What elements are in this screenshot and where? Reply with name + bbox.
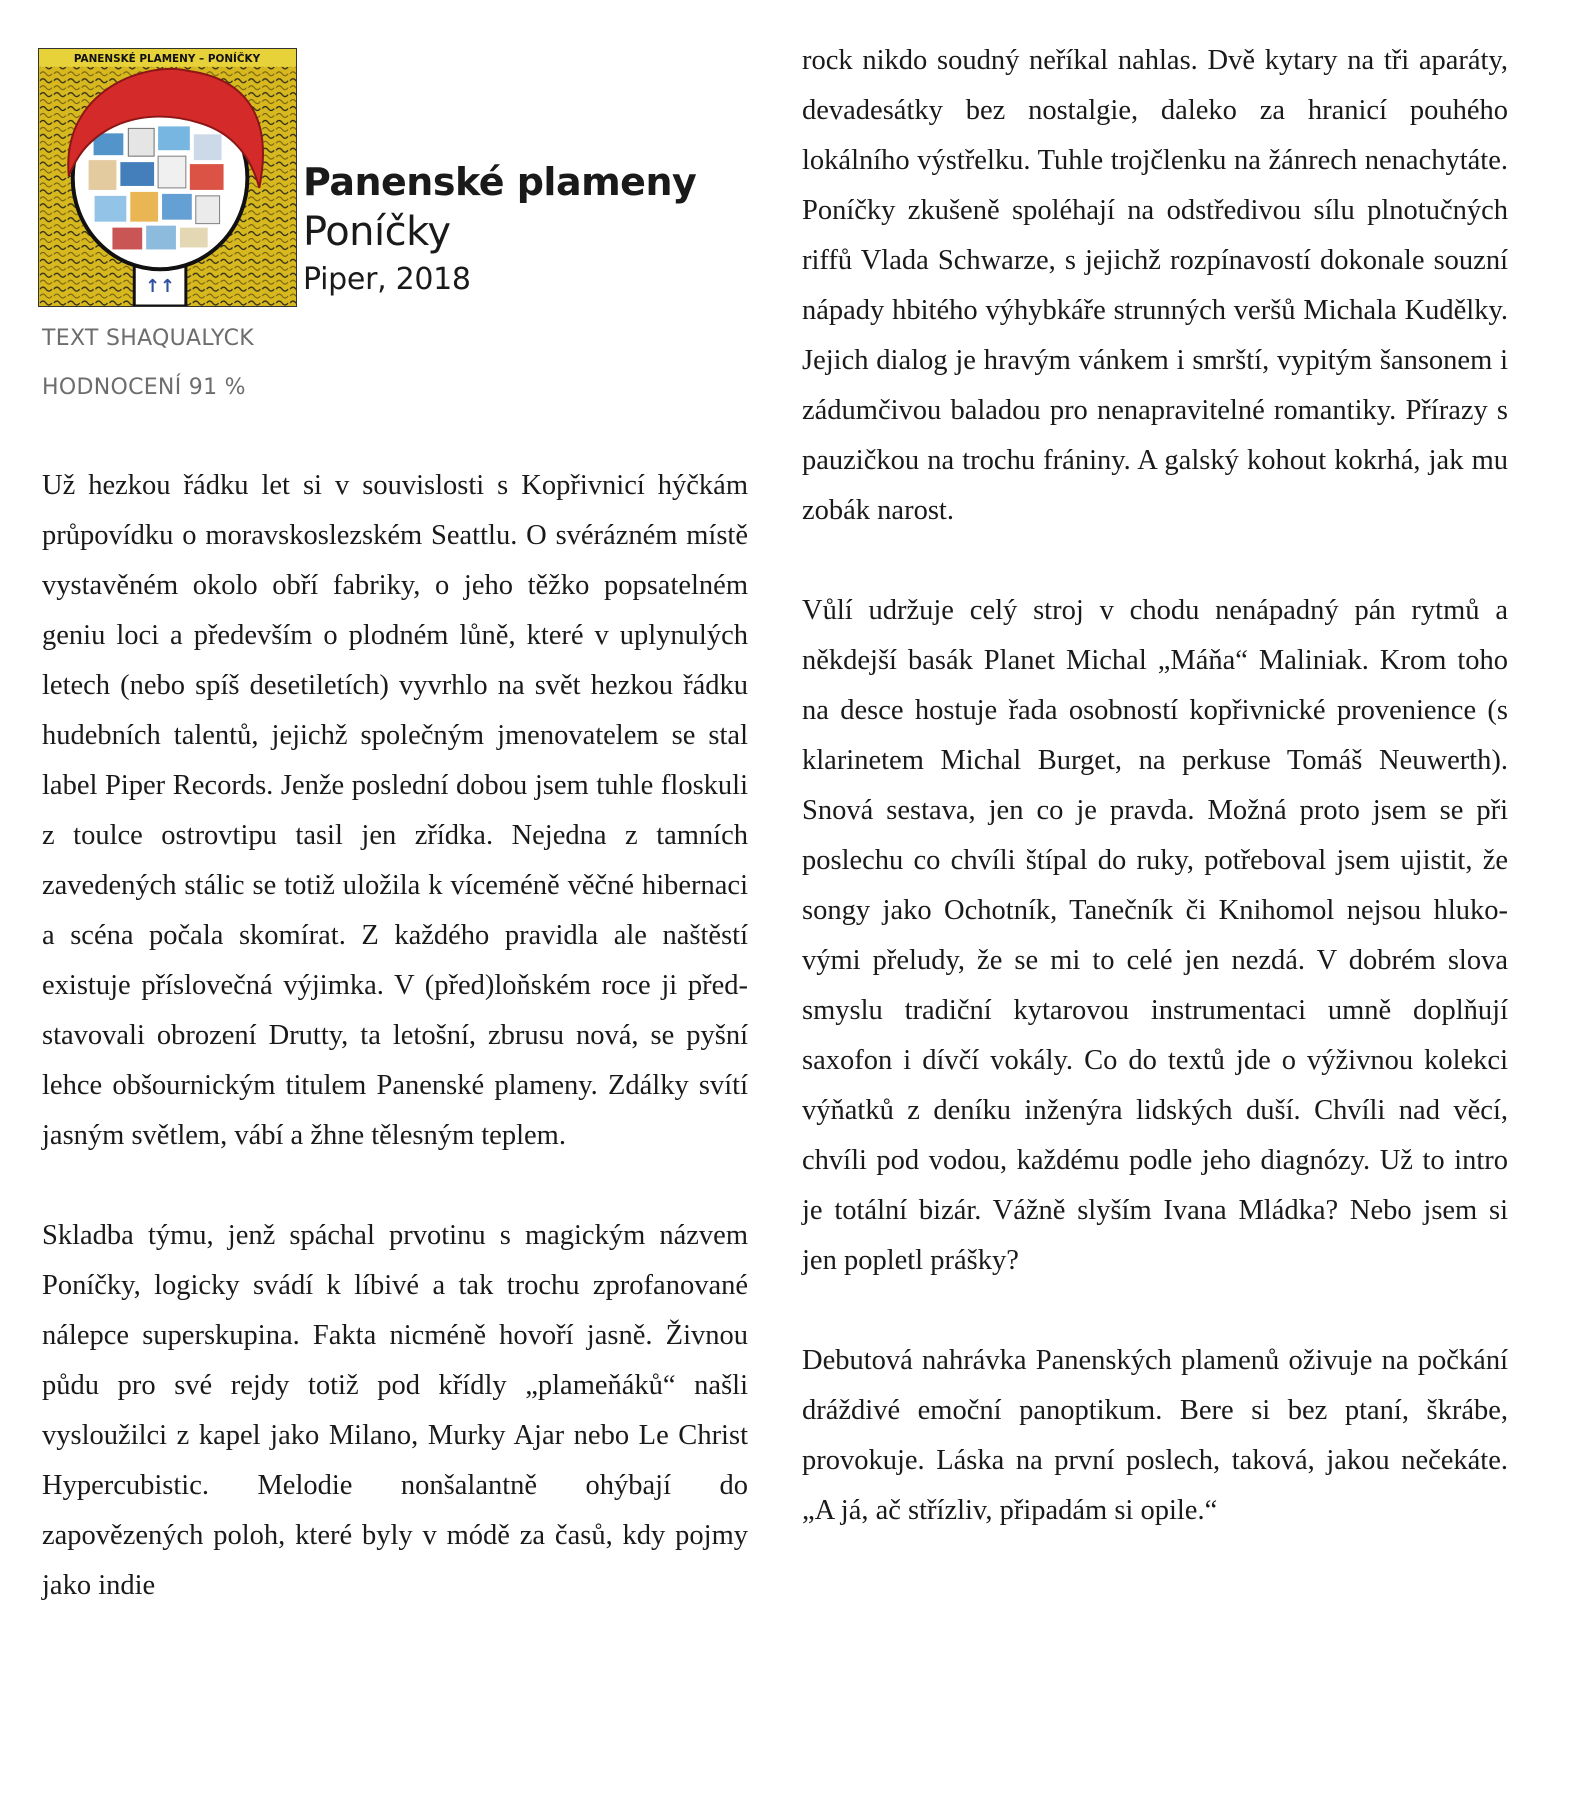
paragraph: Už hezkou řádku let si v souvislosti s Kopřivnicí hýčkám průpovídku o moravskoslezském Seattlu. O svérázném místě vystavěném okolo obří fabriky, o jeho těžko popsatelném geniu loci a především o plodném lůně, které v uplynulých letech (nebo spíš desetiletích) vyvrhlo na svět hezkou řádku hudebních talentů, jejichž společným jmenovatelem se stal label Piper Records. Jenže poslední dobou jsem tuhle floskuli z toulce ostrovtipu tasil jen zřídka. Nejedna z tamních zavedených stálic se totiž uložila k víceméně věčné hibernaci a scéna počala skomírat. Z každého pravidla ale naštěstí existuje příslovečná výjimka. V (před)loňském roce ji představovali obrození Drutty, ta letošní, zbrusu nová, se pyšní lehce obšournickým titulem Panenské plameny. Zdálky svítí jasným světlem, vábí a žhne tělesným teplem.	[42, 470, 748, 1151]
album-title: Poníčky	[303, 209, 451, 255]
article-column-left	[42, 461, 748, 1611]
review-author: TEXT SHAQUALYCK	[42, 326, 254, 351]
svg-text:↑↑: ↑↑	[145, 276, 176, 298]
album-cover	[38, 48, 297, 307]
paragraph: rock nikdo soudný neříkal nahlas. Dvě kytary na tři aparáty, devadesátky bez nostalgie, daleko za hranicí pouhého lokálního výstřelku. Tuhle trojčlenku na žánrech nenachytáte. Poníčky zkušeně spoléhají na odstředivou sílu plnotučných riffů Vlada Schwarze, s jejichž rozpínavostí dokonale souzní nápady hbitého výhybkáře strunných veršů Michala Kudělky. Jejich dialog je hravým vánkem i smrští, vypitým šansonem i zádumčivou baladou pro nenapravitelné romantiky. Přírazy s pauzičkou na trochu frániny. A galský kohout kokrhá, jak mu zobák narost.	[802, 45, 1508, 526]
cover-title-strip: PANENSKÉ PLAMENY – PONÍČKY	[73, 52, 261, 65]
article-column-right	[802, 36, 1508, 1536]
paragraph: Skladba týmu, jenž spáchal prvotinu s magickým názvem Poníčky, logicky svádí k líbivé a tak trochu zprofanované nálepce superskupina. Fakta nicméně hovoří jasně. Živnou půdu pro své rejdy totiž pod křídly „plameňáků“ našli vysloužilci z kapel jako Milano, Murky Ajar nebo Le Christ Hypercubistic. Melodie nonšalantně ohýbají do zapovězených poloh, které byly v módě za časů, kdy pojmy jako indie	[42, 1220, 748, 1601]
album-info	[303, 158, 696, 302]
paragraph: Vůlí udržuje celý stroj v chodu nenápadný pán rytmů a někdejší basák Planet Michal „Máňa“ Maliniak. Krom toho na desce hostuje řada osobností kopřivnické provenience (s klarinetem Michal Burget, na perkuse Tomáš Neuwerth). Snová sestava, jen co je pravda. Možná proto jsem se při poslechu co chvíli štípal do ruky, potřeboval jsem ujistit, že songy jako Ochotník, Tanečník či Knihomol nejsou hlukovými přeludy, že se mi to celé jen nezdá. V dobrém slova smyslu tradiční kytarovou instrumentaci umně doplňují saxofon i dívčí vokály. Co do textů jde o výživnou kolekci výňatků z deníku inženýra lidských duší. Chvíli nad věcí, chvíli pod vodou, každému podle jeho diagnózy. Už to intro je totální bizár. Vážně slyším Ivana Mládka? Nebo jsem si jen popletl prášky?	[802, 595, 1508, 1276]
paragraph: Debutová nahrávka Panenských plamenů oživuje na počkání dráždivé emoční panoptikum. Bere si bez ptaní, škrábe, provokuje. Láska na první poslech, taková, jakou nečekáte. „A já, ač střízliv, připadám si opile.“	[802, 1345, 1508, 1526]
label-year: Piper, 2018	[303, 262, 471, 297]
review-rating: HODNOCENÍ 91 %	[42, 375, 246, 400]
band-name: Panenské plameny	[303, 160, 697, 204]
